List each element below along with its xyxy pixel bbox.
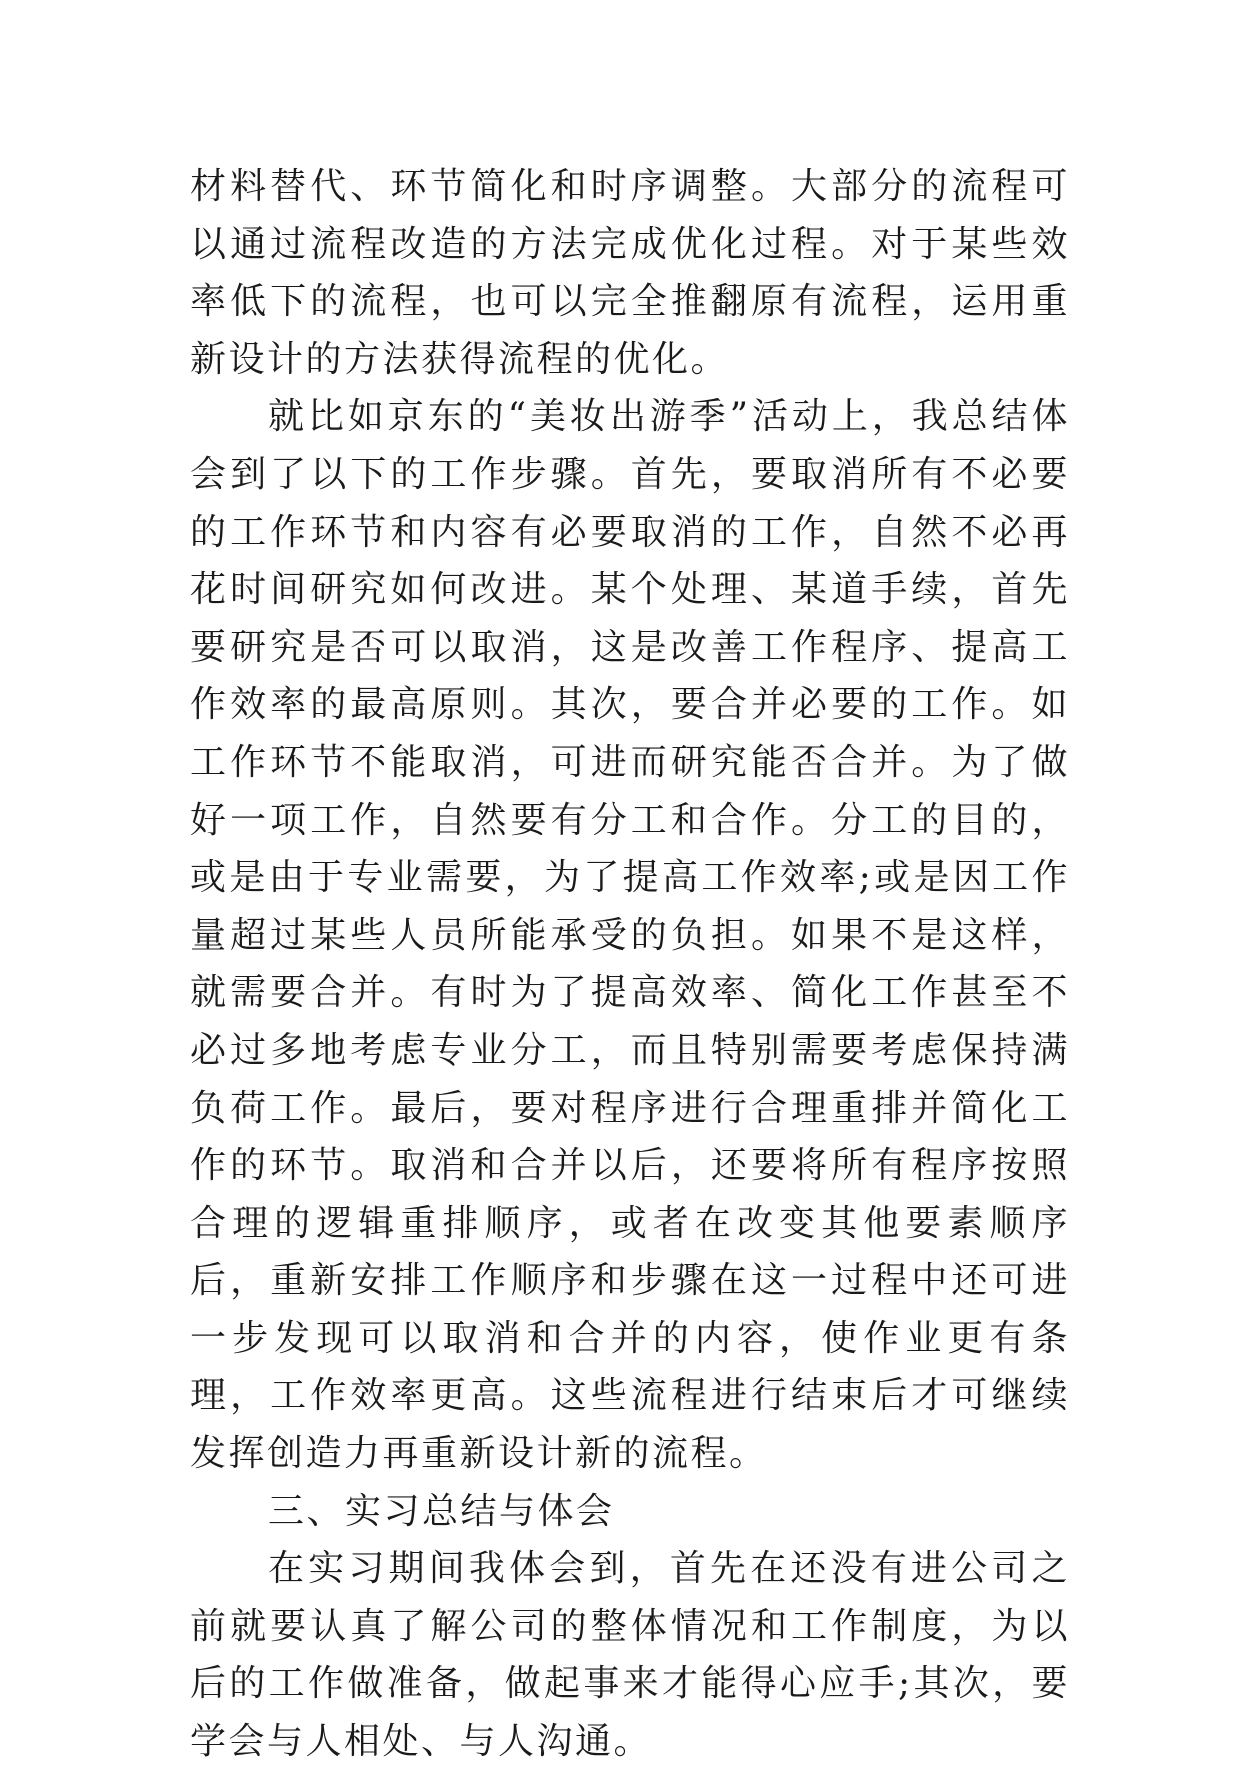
paragraph-summary: 在实习期间我体会到，首先在还没有进公司之前就要认真了解公司的整体情况和工作制度，为以后的工作做准备，做起事来才能得心应手;其次，要学会与人相处、与人沟通。 bbox=[190, 1548, 1070, 1763]
paragraph-work-steps: 就比如京东的“美妆出游季”活动上，我总结体会到了以下的工作步骤。首先，要取消所有不必要的工作环节和内容有必要取消的工作，自然不必再花时间研究如何改进。某个处理、某道手续，首先要研究是否可以取消，这是改善工作程序、提高工作效率的最高原则。其次，要合并必要的工作。如工作环节不能取消，可进而研究能否合并。为了做好一项工作，自然要有分工和合作。分工的目的，或是由于专业需要，为了提高工作效率;或是因工作量超过某些人员所能承受的负担。如果不是这样，就需要合并。有时为了提高效率、简化工作甚至不必过多地考虑专业分工，而且特别需要考虑保持满负荷工作。最后，要对程序进行合理重排并简化工作的环节。取消和合并以后，还要将所有程序按照合理的逻辑重排顺序，或者在改变其他要素顺序后，重新安排工作顺序和步骤在这一过程中还可进一步发现可以取消和合并的内容，使作业更有条理，工作效率更高。这些流程进行结束后才可继续发挥创造力再重新设计新的流程。 bbox=[190, 396, 1070, 1475]
paragraph-continuation: 材料替代、环节简化和时序调整。大部分的流程可以通过流程改造的方法完成优化过程。对于某些效率低下的流程，也可以完全推翻原有流程，运用重新设计的方法获得流程的优化。 bbox=[190, 166, 1070, 380]
body-text bbox=[190, 158, 1070, 1771]
section-heading: 三、实习总结与体会 bbox=[268, 1490, 615, 1532]
